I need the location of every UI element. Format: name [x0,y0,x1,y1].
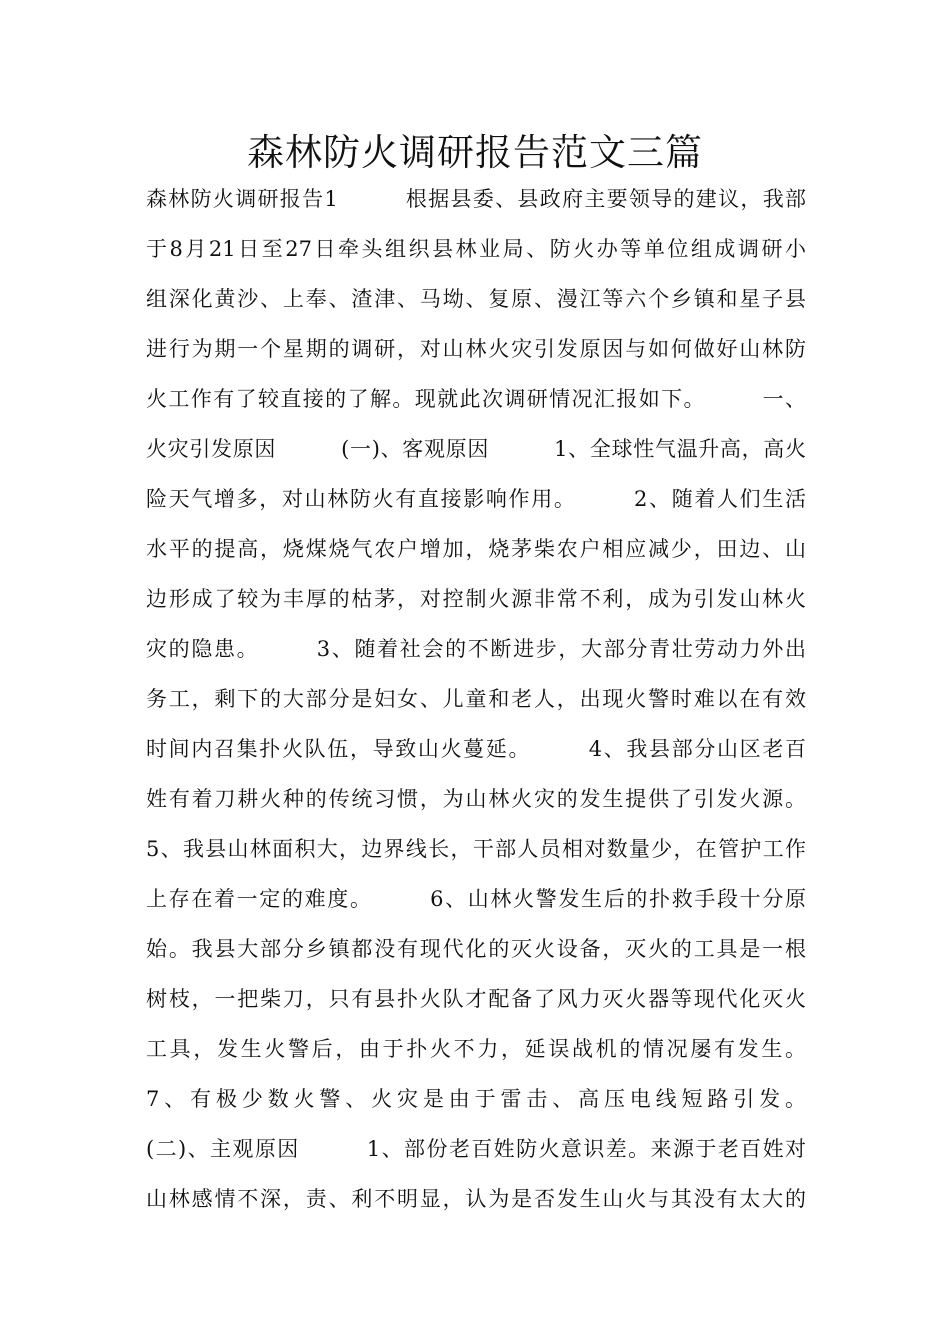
body-line: 姓有着刀耕火种的传统习惯，为山林火灾的发生提供了引发火源。 [146,787,806,811]
body-line: 始。我县大部分乡镇都没有现代化的灭火设备，灭火的工具是一根 [146,937,806,961]
body-line: 边形成了较为丰厚的枯茅，对控制火源非常不利，成为引发山林火 [146,587,806,611]
body-line: (二)、主观原因 1、部份老百姓防火意识差。来源于老百姓对 [146,1137,806,1161]
body-line: 7、有极少数火警、火灾是由于雷击、高压电线短路引发。 [146,1087,806,1111]
body-line: 水平的提高，烧煤烧气农户增加，烧茅柴农户相应减少，田边、山 [146,537,806,561]
body-line: 上存在着一定的难度。 6、山林火警发生后的扑救手段十分原 [146,887,806,911]
body-line: 火灾引发原因 (一)、客观原因 1、全球性气温升高，高火 [146,437,806,461]
body-line: 火工作有了较直接的了解。现就此次调研情况汇报如下。 一、 [146,387,806,411]
document-title: 森林防火调研报告范文三篇 [247,131,703,174]
body-line: 务工，剩下的大部分是妇女、儿童和老人，出现火警时难以在有效 [146,687,806,711]
body-line: 山林感情不深，责、利不明显，认为是否发生山火与其没有太大的 [146,1187,806,1211]
body-line: 树枝，一把柴刀，只有县扑火队才配备了风力灭火器等现代化灭火 [146,987,806,1011]
body-line: 工具，发生火警后，由于扑火不力，延误战机的情况屡有发生。 [146,1037,806,1061]
body-line: 险天气增多，对山林防火有直接影响作用。 2、随着人们生活 [146,487,806,511]
body-line: 5、我县山林面积大，边界线长，干部人员相对数量少，在管护工作 [146,837,806,861]
body-line: 进行为期一个星期的调研，对山林火灾引发原因与如何做好山林防 [146,337,806,361]
body-line: 于8月21日至27日牵头组织县林业局、防火办等单位组成调研小 [146,237,806,261]
body-line: 时间内召集扑火队伍，导致山火蔓延。 4、我县部分山区老百 [146,737,806,761]
body-line: 组深化黄沙、上奉、渣津、马坳、复原、漫江等六个乡镇和星子县 [146,287,806,311]
body-line: 森林防火调研报告1 根据县委、县政府主要领导的建议，我部 [146,187,806,211]
body-line: 灾的隐患。 3、随着社会的不断进步，大部分青壮劳动力外出 [146,637,806,661]
